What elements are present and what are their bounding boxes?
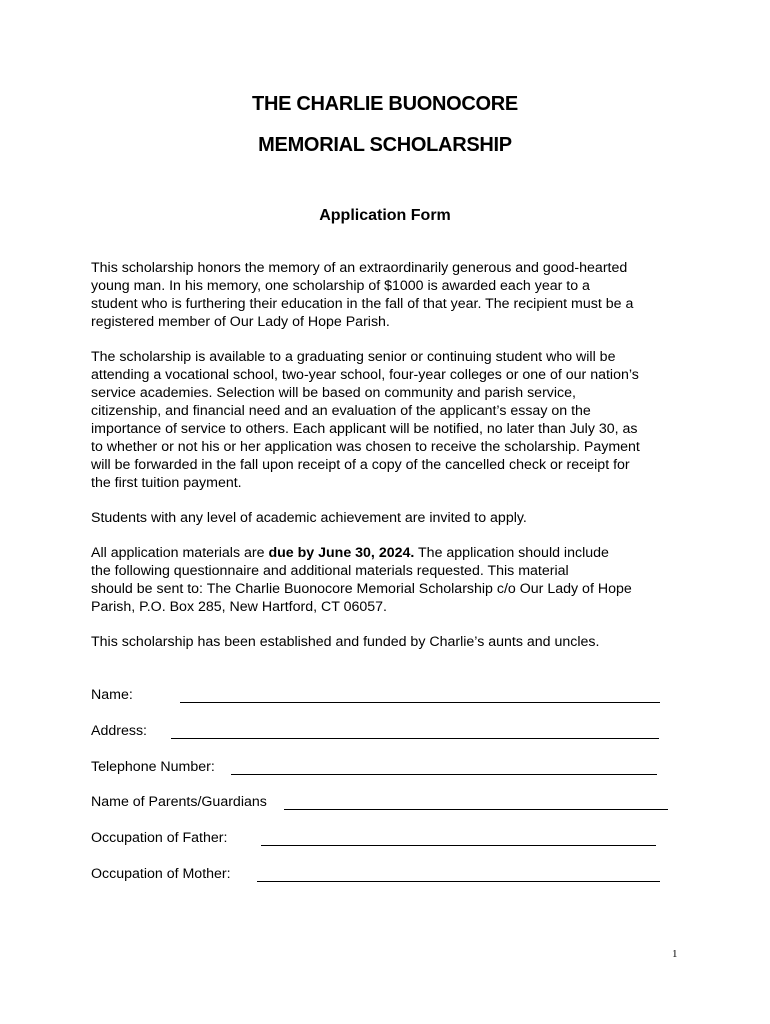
parents-blank[interactable]: [284, 793, 668, 810]
form-subtitle: Application Form: [319, 207, 451, 224]
mother-occupation-label: Occupation of Mother:: [91, 866, 231, 882]
paragraph-line: will be forwarded in the fall upon receipt of a copy of the cancelled check or receipt for: [91, 457, 630, 473]
academic-paragraph: [91, 509, 680, 527]
deadline-date: due by June 30, 2024.: [268, 545, 415, 561]
father-occupation-blank[interactable]: [261, 829, 656, 846]
title-line-2: MEMORIAL SCHOLARSHIP: [258, 134, 512, 156]
address-label: Address:: [91, 723, 147, 739]
paragraph-line: to whether or not his or her application was chosen to receive the scholarship. Payment: [91, 439, 640, 455]
paragraph-line: importance of service to others. Each applicant will be notified, no later than July 30, as: [91, 421, 638, 437]
page-number: 1: [672, 948, 678, 960]
name-blank[interactable]: [180, 686, 660, 703]
paragraph-line: service academies. Selection will be based on community and parish service,: [91, 385, 576, 401]
paragraph-line: The scholarship is available to a graduating senior or continuing student who will be: [91, 349, 616, 365]
parents-label: Name of Parents/Guardians: [91, 794, 267, 810]
paragraph-line: the first tuition payment.: [91, 475, 242, 491]
telephone-blank[interactable]: [231, 758, 657, 775]
paragraph-line: registered member of Our Lady of Hope Parish.: [91, 314, 390, 330]
paragraph-line: Parish, P.O. Box 285, New Hartford, CT 06057.: [91, 599, 387, 615]
paragraph-line: young man. In his memory, one scholarship of $1000 is awarded each year to a: [91, 278, 590, 294]
paragraph-line: student who is furthering their education in the fall of that year. The recipient must be a: [91, 296, 634, 312]
deadline-suffix: The application should include: [414, 545, 609, 561]
funding-paragraph: [91, 633, 680, 651]
intro-paragraph: [91, 259, 680, 331]
mother-occupation-blank[interactable]: [257, 865, 660, 882]
title-line-1: THE CHARLIE BUONOCORE: [252, 93, 518, 115]
paragraph-line: citizenship, and financial need and an evaluation of the applicant’s essay on the: [91, 403, 591, 419]
paragraph-line: attending a vocational school, two-year school, four-year colleges or one of our nation’s: [91, 367, 639, 383]
paragraph-line: the following questionnaire and additional materials requested. This material: [91, 563, 569, 579]
telephone-label: Telephone Number:: [91, 759, 215, 775]
deadline-paragraph: [91, 544, 680, 616]
name-label: Name:: [91, 687, 133, 703]
paragraph-line: This scholarship honors the memory of an extraordinarily generous and good-hearted: [91, 260, 628, 276]
father-occupation-label: Occupation of Father:: [91, 830, 228, 846]
paragraph-line: should be sent to: The Charlie Buonocore Memorial Scholarship c/o Our Lady of Hope: [91, 581, 632, 597]
paragraph-line: Students with any level of academic achievement are invited to apply.: [91, 510, 527, 526]
eligibility-paragraph: [91, 348, 680, 492]
address-blank[interactable]: [171, 722, 659, 739]
paragraph-line: [91, 544, 680, 562]
paragraph-line: This scholarship has been established and funded by Charlie’s aunts and uncles.: [91, 634, 600, 650]
deadline-prefix: All application materials are: [91, 545, 269, 561]
